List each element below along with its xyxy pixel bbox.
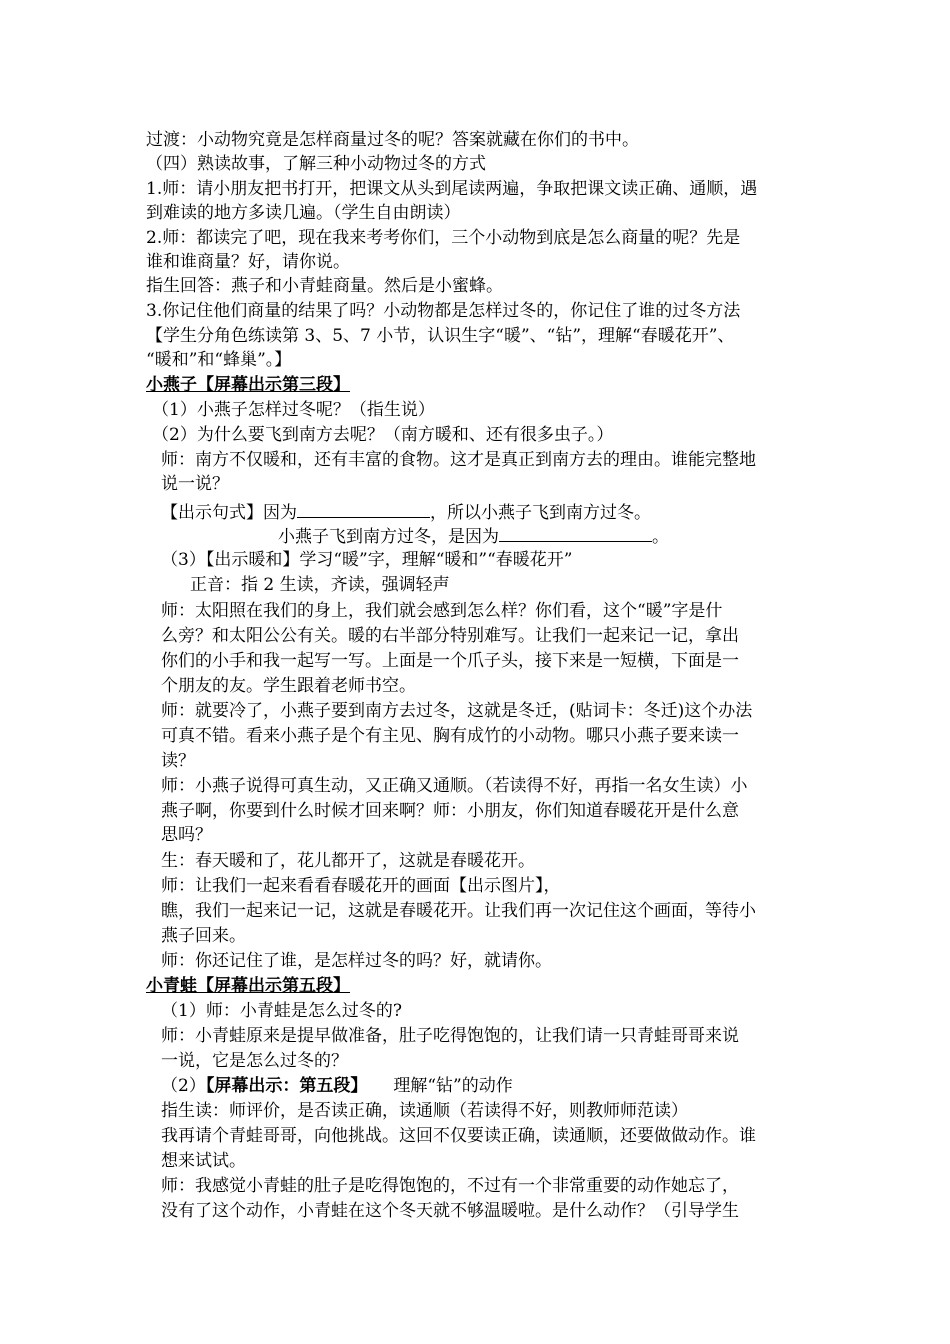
text-line: 谁和谁商量？好，请你说。 (146, 252, 350, 272)
text-line: 2.师：都读完了吧，现在我来考考你们，三个小动物到底是怎么商量的呢？先是 (146, 228, 741, 248)
text-line: （3）【出示暖和】学习“暖”字，理解“暖和”“春暖花开” (161, 550, 573, 570)
text-line: 【学生分角色练读第 3、5、7 小节，认识生字“暖”、“钻”，理解“春暖花开”、 (146, 326, 735, 346)
frog-step-2-line (161, 1074, 513, 1099)
fill-blank (499, 523, 652, 542)
text-line: 我再请个青蛙哥哥，向他挑战。这回不仅要读正确，读通顺，还要做做动作。谁 (161, 1126, 756, 1146)
text-line: 瞧，我们一起来记一记，这就是春暖花开。让我们再一次记住这个画面，等待小 (161, 901, 756, 921)
text-line: 没有了这个动作，小青蛙在这个冬天就不够温暖啦。是什么动作？（引导学生 (161, 1201, 739, 1221)
text-line: 想来试试。 (161, 1151, 246, 1171)
text-line: 1.师：请小朋友把书打开，把课文从头到尾读两遍，争取把课文读正确、通顺，遇 (146, 179, 758, 199)
text-line: 到难读的地方多读几遍。（学生自由朗读） (146, 203, 461, 223)
text-line: 读？ (161, 751, 195, 771)
sentence-pattern-line-2 (278, 523, 669, 550)
fill-blank (297, 499, 430, 518)
text-line: （1）师：小青蛙是怎么过冬的? (161, 1001, 402, 1021)
text-line: 燕子回来。 (161, 926, 246, 946)
text-line: 思吗？ (161, 825, 212, 845)
sentence-pattern-prefix: 【出示句式】因为 (161, 503, 297, 523)
text-line: 么旁？和太阳公公有关。暖的右半部分特别难写。让我们一起来记一记，拿出 (161, 626, 739, 646)
text-line: 师：小青蛙原来是提早做准备，肚子吃得饱饱的，让我们请一只青蛙哥哥来说 (161, 1026, 739, 1046)
text-line: 3.你记住他们商量的结果了吗？小动物都是怎样过冬的，你记住了谁的过冬方法 (146, 301, 741, 321)
sentence-pattern-line-1 (161, 499, 651, 526)
text-line: 指生回答：燕子和小青蛙商量。然后是小蜜蜂。 (146, 276, 503, 296)
sentence-pattern-suffix: ，所以小燕子飞到南方过冬。 (430, 503, 651, 523)
text-line: 过渡：小动物究竟是怎样商量过冬的呢？答案就藏在你们的书中。 (146, 130, 639, 150)
text-line: 师：太阳照在我们的身上，我们就会感到怎么样？你们看，这个“暖”字是什 (161, 601, 723, 621)
sentence-pattern-suffix: 。 (652, 527, 669, 547)
text-line: 正音：指 2 生读，齐读，强调轻声 (190, 575, 450, 595)
text-line: 师：我感觉小青蛙的肚子是吃得饱饱的，不过有一个非常重要的动作她忘了， (161, 1176, 739, 1196)
text-line: 你们的小手和我一起写一写。上面是一个爪子头，接下来是一短横，下面是一 (161, 651, 739, 671)
text-line: 说一说？ (161, 474, 229, 494)
text-line: 燕子啊，你要到什么时候才回来啊？师：小朋友，你们知道春暖花开是什么意 (161, 801, 739, 821)
text-line: 生：春天暖和了，花儿都开了，这就是春暖花开。 (161, 851, 535, 871)
text-line: 可真不错。看来小燕子是个有主见、胸有成竹的小动物。哪只小燕子要来读一 (161, 726, 739, 746)
step-number: （2） (161, 1076, 206, 1096)
text-line: 个朋友的友。学生跟着老师书空。 (161, 676, 416, 696)
subsection-heading-frog: 小青蛙【屏幕出示第五段】 (146, 976, 350, 996)
text-line: 师：小燕子说得可真生动，又正确又通顺。（若读得不好，再指一名女生读）小 (161, 776, 748, 796)
sentence-pattern-prefix: 小燕子飞到南方过冬，是因为 (278, 527, 499, 547)
text-line: 师：你还记住了谁，是怎样过冬的吗？好，就请你。 (161, 951, 552, 971)
subsection-heading-swallow: 小燕子【屏幕出示第三段】 (146, 375, 350, 395)
text-line: 师：就要冷了，小燕子要到南方去过冬，这就是冬迁，(贴词卡：冬迁)这个办法 (161, 701, 753, 721)
step-description: 理解“钻”的动作 (393, 1076, 513, 1096)
section-heading: （四）熟读故事，了解三种小动物过冬的方式 (146, 154, 486, 174)
text-line: 一说，它是怎么过冬的？ (161, 1051, 348, 1071)
text-line: 指生读：师评价，是否读正确，读通顺（若读得不好，则教师师范读） (161, 1101, 688, 1121)
text-line: （1）小燕子怎样过冬呢？（指生说） (152, 400, 435, 420)
text-line: “暖和”和“蜂巢”。】 (146, 350, 292, 370)
text-line: 师：南方不仅暖和，还有丰富的食物。这才是真正到南方去的理由。谁能完整地 (161, 450, 756, 470)
text-line: 师：让我们一起来看看春暖花开的画面【出示图片】， (161, 876, 561, 896)
text-line: （2）为什么要飞到南方去呢？（南方暖和、还有很多虫子。） (152, 425, 614, 445)
screen-display-label: 【屏幕出示：第五段】 (205, 1076, 368, 1096)
